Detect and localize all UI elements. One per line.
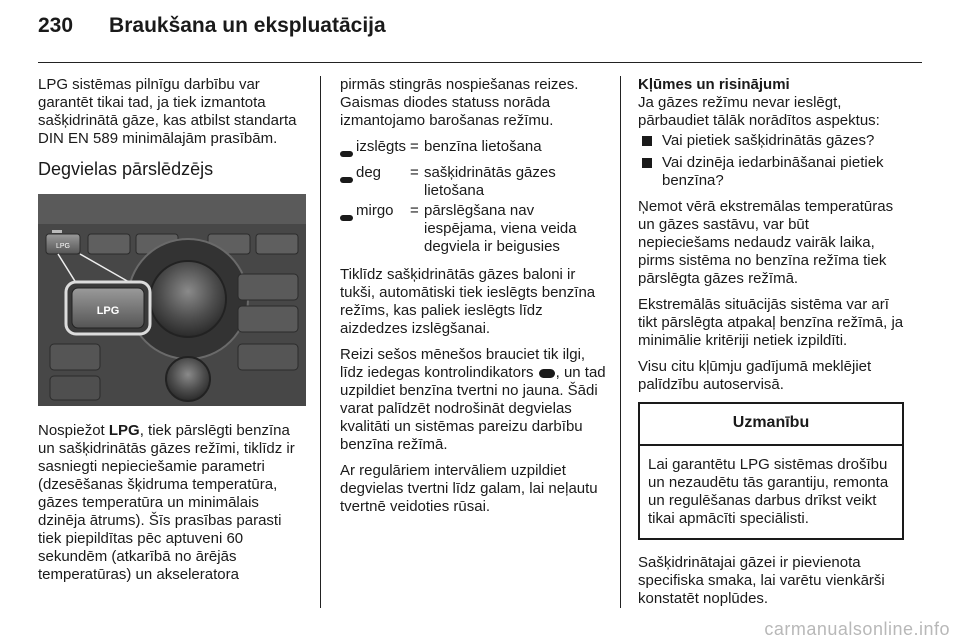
bullet-icon [642,136,652,146]
lpg-bold-word: LPG [108,422,140,439]
lpg-switch-figure [38,194,306,406]
definition-equals: = [410,202,419,219]
column-divider-1 [320,76,321,608]
list-item-text: Vai dzinēja iedarbināšanai pietiek benzīna? [662,154,884,189]
section-heading: Degvielas pārslēdzējs [38,159,214,179]
definition-term: deg [356,164,382,181]
definition-equals: = [410,164,419,181]
warning-title: Uzmanību [640,404,902,446]
extreme-situation-paragraph: Ekstremālās situācijās sistēma var arī tikt pārslēgta atpakaļ benzīna režīmā, ja minimālie kritēriji netiek izpildīti. [638,296,904,349]
definition-term: mirgo [356,202,394,219]
definition-term: izslēgts [356,138,407,155]
led-status-definitions [340,138,608,256]
column-1 [38,76,306,592]
definition-description: sašķidrinātās gāzes lietošana [424,164,556,199]
definition-description: pārslēgšana nav iespējama, viena veida degviela ir beigusies [424,202,577,255]
dashboard-illustration [38,194,306,406]
column-divider-2 [620,76,621,608]
header-rule [38,62,922,63]
page-number: 230 [38,14,74,37]
text-after-icon: , un tad uzpildiet benzīna tvertni no jauna. Šādi varat palīdzēt nodrošināt degvielas kvalitāti un sistēmas pareizu darbību benzīna režīmā. [340,364,606,453]
definition-row [340,138,608,162]
intro-paragraph: LPG sistēmas pilnīgu darbību var garantēt tikai tad, ja tiek izmantota sašķidrinātā gāze, kas atbilst standarta DIN EN 589 minimālajām prasībām. [38,76,297,147]
list-item-text: Vai pietiek sašķidrinātās gāzes? [662,132,875,149]
big-lpg-label: LPG [96,305,120,317]
led-intro-paragraph: pirmās stingrās nospiešanas reizes. Gaismas diodes statuss norāda izmantojamo barošanas režīmu. [340,76,579,129]
lpg-button-paragraph [38,422,306,584]
list-item [638,154,904,190]
page-header [38,14,386,44]
definition-equals: = [410,138,419,155]
definition-description: benzīna lietošana [424,138,542,155]
column-2 [340,76,608,524]
watermark: carmanualsonline.info [764,619,950,639]
led-indicator-icon [340,177,353,183]
service-paragraph: Visu citu kļūmju gadījumā meklējiet palīdzību autoservisā. [638,358,872,393]
warning-box [638,402,904,540]
led-indicator-icon [340,215,353,221]
page-title: Braukšana un ekspluatācija [109,14,386,37]
column-3 [638,76,904,616]
six-month-paragraph [340,346,608,454]
odor-paragraph: Sašķidrinātajai gāzei ir pievienota specifiska smaka, lai varētu vienkārši konstatēt noplūdes. [638,554,885,607]
definition-row [340,202,608,256]
led-indicator-icon [340,151,353,157]
fuel-warning-indicator-icon [539,369,555,378]
extreme-temperature-paragraph: Ņemot vērā ekstremālas temperatūras un gāzes sastāvu, var būt nepieciešams nedaudz vairāk laika, pirms sistēma no benzīna režīma tiek pārslēgta gāzes režīmā. [638,198,894,287]
small-lpg-label: LPG [55,243,71,250]
troubleshooting-intro: Ja gāzes režīmu nevar ieslēgt, pārbaudiet tālāk norādītos aspektus: [638,94,880,129]
list-item [638,132,904,150]
bullet-icon [642,158,652,168]
text-before-icon: Reizi sešos mēnešos brauciet tik ilgi, līdz iedegas kontrolindikators [340,346,586,381]
definition-row [340,164,608,200]
refuel-paragraph: Ar regulāriem intervāliem uzpildiet degvielas tvertni līdz galam, lai neļautu tvertnē veidoties rūsai. [340,462,598,515]
warning-body: Lai garantētu LPG sistēmas drošību un nezaudētu tās garantiju, remonta un regulēšanas darbus drīkst veikt tikai apmācīti speciālisti. [648,456,889,527]
troubleshooting-heading: Kļūmes un risinājumi [638,76,790,93]
empty-tank-paragraph: Tiklīdz sašķidrinātās gāzes baloni ir tukši, automātiski tiek ieslēgts benzīna režīms, kas paliek ieslēgts līdz aizdedzes izslēgšanai. [340,266,596,337]
text-before-bold: Nospiežot [38,422,109,439]
text-after-bold: , tiek pārslēgti benzīna un sašķidrinātās gāzes režīmi, tiklīdz ir sasniegti nepieciešamie parametri (dzesēšanas šķidruma temperatūra, gāzes temperatūra un minimālais dzinēja ātrums). Šīs prasības parasti tiek piepildītas pēc aptuveni 60 sekundēm (atkarībā no ārējās temperatūras) un akseleratora [38,422,295,583]
check-list [638,132,904,190]
